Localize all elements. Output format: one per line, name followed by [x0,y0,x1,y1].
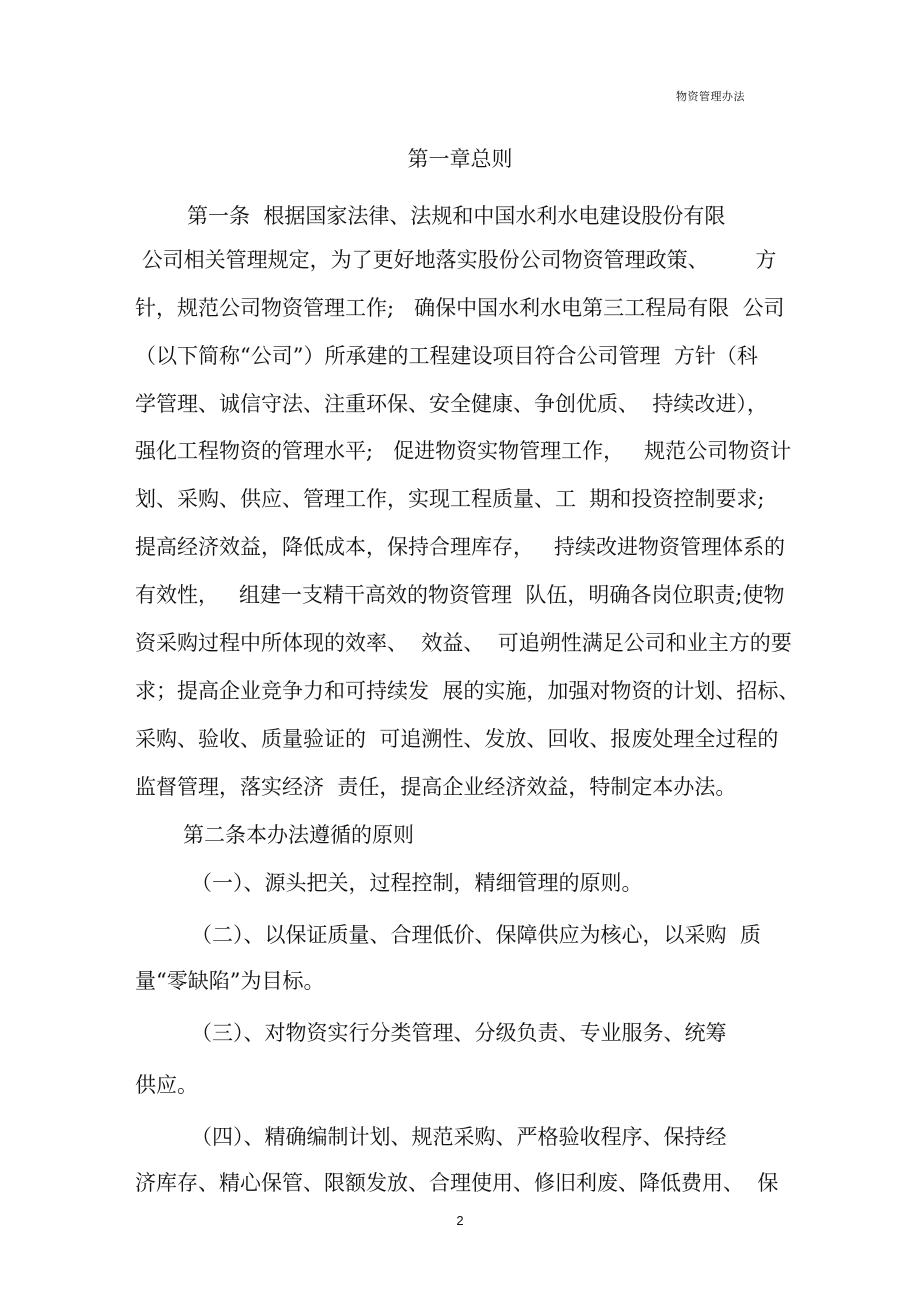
principle-item: （二）、以保证质量、合理低价、保障供应为核心，以采购 质 [191,923,761,947]
chapter-title: 第一章总则 [407,147,513,171]
body-line: 有效性， 组建一支精干高效的物资管理 队伍，明确各岗位职责;使物 [135,583,785,607]
running-header: 物资管理办法 [676,90,745,103]
article-heading: 第二条本办法遵循的原则 [183,823,414,847]
body-line: 量“零缺陷”为目标。 [135,969,325,993]
body-line: 第一条 根据国家法律、法规和中国水利水电建设股份有限 [187,204,726,228]
body-line: 供应。 [135,1073,198,1097]
principle-item: （三）、对物资实行分类管理、分级负责、专业服务、统筹 [191,1021,727,1045]
principle-item: （一）、源头把关，过程控制，精细管理的原则。 [191,871,643,895]
body-line: 资采购过程中所体现的效率、 效益、 可追朔性满足公司和业主方的要 [135,631,792,655]
body-line: 济库存、精心保管、限额发放、合理使用、修旧利废、降低费用、 保 [135,1171,779,1195]
body-line: 公司相关管理规定，为了更好地落实股份公司物资管理政策、 方 [135,248,777,272]
body-line: 强化工程物资的管理水平; 促进物资实物管理工作， 规范公司物资计 [135,439,792,463]
body-line: 采购、验收、质量验证的 可追溯性、发放、回收、报废处理全过程的 [135,727,779,751]
body-line: 学管理、诚信守法、注重环保、安全健康、争创优质、 持续改进）， [135,392,768,416]
body-line: 监督管理，落实经济 责任，提高企业经济效益，特制定本办法。 [135,775,737,799]
body-line: （以下简称“公司”）所承建的工程建设项目符合公司管理 方针（科 [135,344,758,368]
body-line: 针，规范公司物资管理工作; 确保中国水利水电第三工程局有限 公司 [135,296,785,320]
body-line: 求；提高企业竞争力和可持续发 展的实施，加强对物资的计划、招标、 [135,679,800,703]
body-line: 提高经济效益，降低成本，保持合理库存， 持续改进物资管理体系的 [135,535,786,559]
page-number: 2 [456,1213,464,1228]
principle-item: （四）、精确编制计划、规范采购、严格验收程序、保持经 [191,1125,727,1149]
body-line: 划、采购、供应、管理工作，实现工程质量、工 期和投资控制要求; [135,487,765,511]
